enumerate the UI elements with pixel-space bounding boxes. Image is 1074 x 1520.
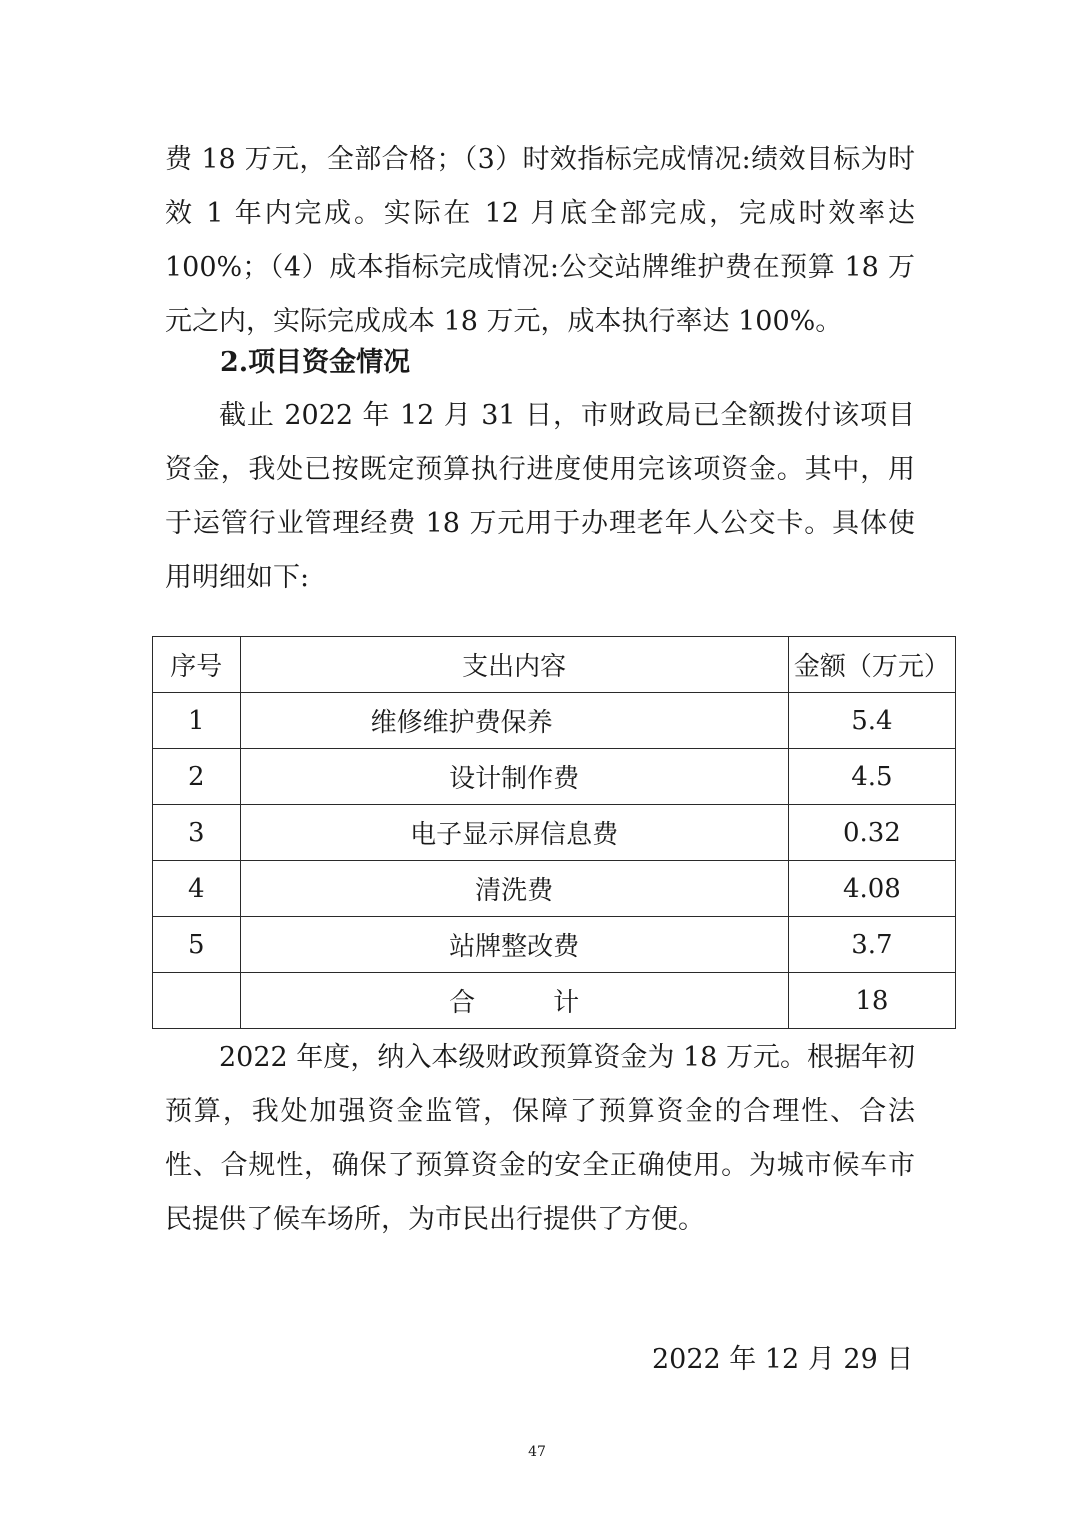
table-header-row	[153, 637, 956, 693]
table-row	[153, 749, 956, 805]
row-item: 站牌整改费	[240, 917, 788, 973]
row-index: 5	[153, 917, 241, 973]
row-item: 设计制作费	[240, 749, 788, 805]
row-item: 电子显示屏信息费	[240, 805, 788, 861]
table-row	[153, 805, 956, 861]
header-index: 序号	[153, 637, 241, 693]
paragraph-funding: 截止 2022 年 12 月 31 日，市财政局已全额拨付该项目资金，我处已按既定预算执行进度使用完该项资金。其中，用于运管行业管理经费 18 万元用于办理老年人公交卡。具体使用明细如下:	[165, 400, 915, 593]
table-total-row	[153, 973, 956, 1029]
table-row	[153, 693, 956, 749]
table-row	[153, 861, 956, 917]
row-item: 维修维护费保养	[240, 693, 788, 749]
table-row	[153, 917, 956, 973]
total-label-right: 计	[553, 988, 580, 1018]
section-heading: 2.项目资金情况	[220, 347, 411, 378]
total-label	[240, 973, 788, 1029]
header-item: 支出内容	[240, 637, 788, 693]
expense-table	[152, 636, 956, 1029]
row-index: 1	[153, 693, 241, 749]
row-index: 3	[153, 805, 241, 861]
page-number: 47	[528, 1444, 546, 1460]
total-amount: 18	[788, 973, 955, 1029]
row-amount: 5.4	[788, 693, 955, 749]
total-label-left: 合	[449, 988, 476, 1018]
total-index	[153, 973, 241, 1029]
paragraph-indicators: 费 18 万元，全部合格；（3）时效指标完成情况:绩效目标为时效 1 年内完成。实际在 12 月底全部完成，完成时效率达100%；（4）成本指标完成情况:公交站牌维护费在预算 18 万元之内，实际完成成本 18 万元，成本执行率达 100%。	[165, 144, 915, 337]
row-index: 2	[153, 749, 241, 805]
row-amount: 3.7	[788, 917, 955, 973]
row-amount: 4.5	[788, 749, 955, 805]
paragraph-summary: 2022 年度，纳入本级财政预算资金为 18 万元。根据年初预算，我处加强资金监管，保障了预算资金的合理性、合法性、合规性，确保了预算资金的安全正确使用。为城市候车市民提供了候车场所，为市民出行提供了方便。	[165, 1042, 915, 1235]
row-amount: 0.32	[788, 805, 955, 861]
row-amount: 4.08	[788, 861, 955, 917]
document-date: 2022 年 12 月 29 日	[652, 1344, 914, 1375]
row-item: 清洗费	[240, 861, 788, 917]
header-amount: 金额（万元）	[788, 637, 955, 693]
row-index: 4	[153, 861, 241, 917]
